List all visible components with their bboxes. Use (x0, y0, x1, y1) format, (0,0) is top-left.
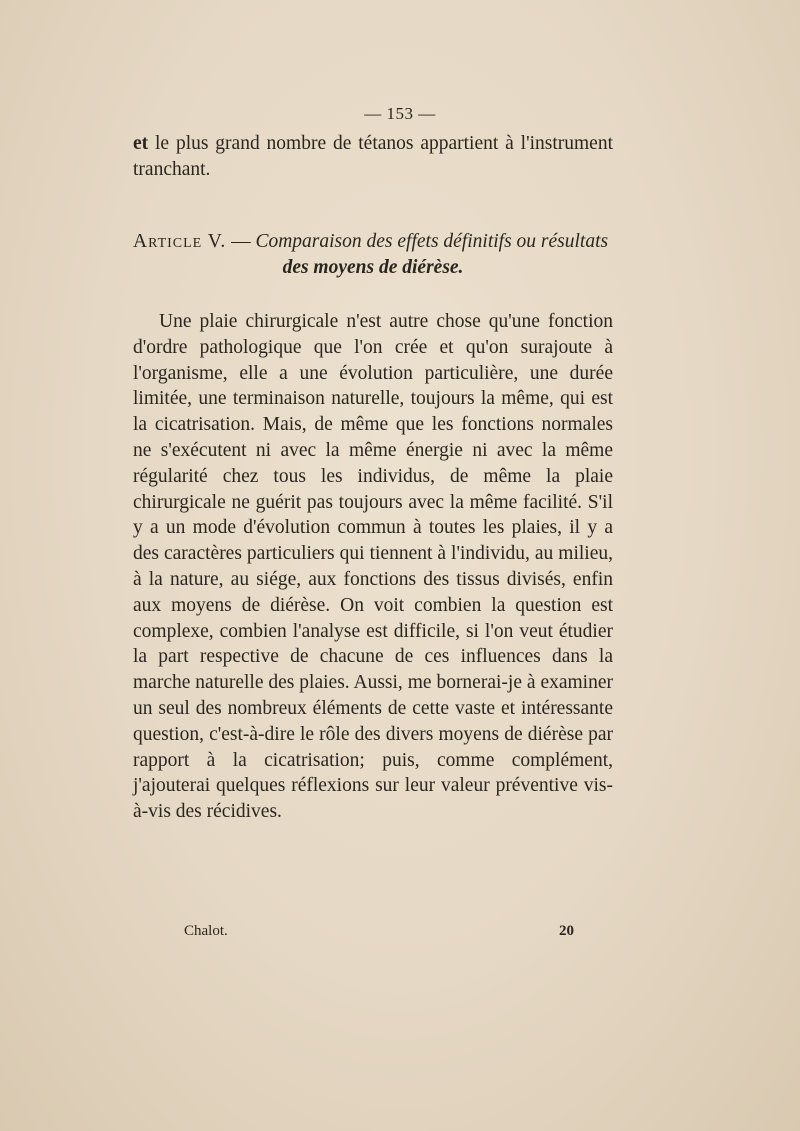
article-title-line1: Comparaison des effets définitifs ou résultats (255, 231, 609, 252)
footer-signature-mark: 20 (559, 923, 574, 939)
article-label: Article V. (133, 231, 227, 252)
intro-text: le plus grand nombre de tétanos appartient à l'instrument tranchant. (133, 133, 613, 180)
body-text: Une plaie chirurgicale n'est autre chose qu'une fonction d'ordre pathologique que l'on crée et qu'on surajoute à l'organisme, elle a une évolution particulière, une durée limitée, une terminaison naturelle, toujours la même, qui est la cicatrisation. Mais, de même que les fonctions normales ne s'exécutent ni avec la même énergie ni avec la même régularité chez tous les individus, de même la plaie chirurgicale ne guérit pas toujours avec la même facilité. S'il y a un mode d'évolution commun à toutes les plaies, il y a des caractères particuliers qui tiennent à l'individu, au milieu, à la nature, au siége, aux fonctions des tissus divisés, enfin aux moyens de diérèse. On voit combien la question est complexe, combien l'analyse est difficile, si l'on veut étudier la part respective de chacune de ces influences dans la marche naturelle des plaies. Aussi, me bornerai-je à examiner un seul des nombreux éléments de cette vaste et intéressante question, c'est-à-dire le rôle des divers moyens de diérèse par rapport à la cicatrisation; puis, comme complément, j'ajouterai quelques réflexions sur leur valeur préventive vis-à-vis des récidives. (133, 311, 613, 823)
article-separator: — (226, 231, 256, 252)
intro-paragraph (133, 131, 613, 183)
body-paragraph (133, 309, 613, 825)
article-heading (133, 229, 613, 281)
footer-author: Chalot. (184, 923, 228, 939)
page-number: — 153 — (364, 104, 436, 123)
intro-lead-word: et (133, 133, 149, 154)
article-heading-line1 (133, 229, 613, 255)
article-title-line2: des moyens de diérèse. (282, 257, 464, 278)
